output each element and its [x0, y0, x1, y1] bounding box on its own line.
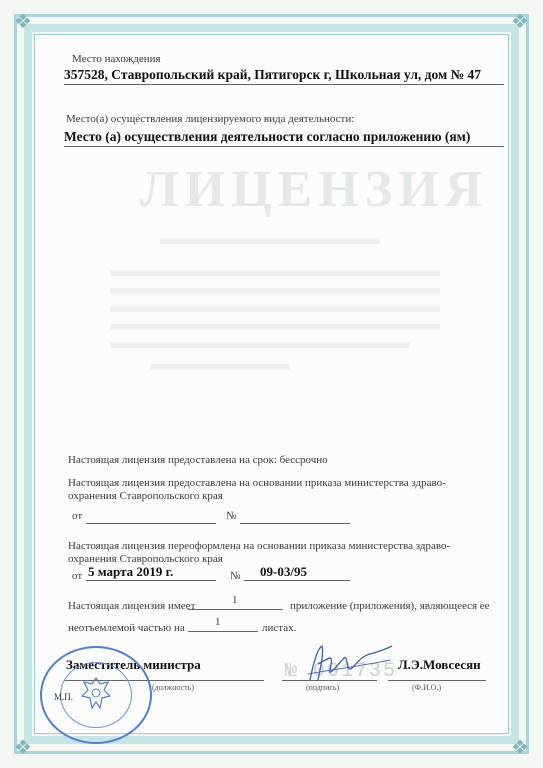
- show-through-line: [160, 238, 380, 244]
- location-header: Место нахождения: [72, 53, 161, 65]
- corner-ornament-icon: ❖: [511, 735, 529, 759]
- show-through-line: [110, 288, 440, 294]
- serial-number-show-through: № 001735: [285, 660, 398, 683]
- address-underline: [64, 84, 504, 85]
- activity-place-value: Место (а) осуществления деятельности согласно приложению (ям): [64, 129, 471, 144]
- sheets-count: 1: [215, 616, 221, 628]
- address-value: 357528, Ставропольский край, Пятигорск г, Школьная ул, дом № 47: [64, 67, 482, 82]
- annex-text-end: приложение (приложения), являющееся ее: [290, 600, 490, 612]
- grant-number-line: [240, 523, 350, 524]
- grant-from-label: от: [72, 510, 83, 522]
- integral-part-text: неотъемлемой частью на: [68, 622, 185, 634]
- signer-name: Л.Э.Мовсесян: [398, 657, 481, 672]
- show-through-line: [110, 270, 440, 276]
- reissue-from-label: от: [72, 570, 83, 582]
- position-title: Заместитель министра: [66, 657, 201, 672]
- sheets-count-line: [188, 631, 258, 632]
- grant-number-label: №: [226, 510, 237, 522]
- activity-place-underline: [64, 146, 504, 147]
- reissue-number-value: 09-03/95: [260, 564, 307, 579]
- reissue-number-line: [244, 580, 350, 581]
- activity-place-label: Место(а) осуществления лицензируемого вида деятельности:: [66, 113, 355, 125]
- reissue-basis-line2: охранения Ставропольского края: [68, 553, 223, 565]
- position-caption: (должность): [152, 683, 194, 692]
- annex-text-start: Настоящая лицензия имеет: [68, 600, 196, 612]
- show-through-line: [110, 342, 410, 348]
- reissue-basis-line1: Настоящая лицензия переоформлена на основании приказа министерства здраво-: [68, 540, 451, 552]
- annex-count: 1: [232, 594, 238, 606]
- reissue-number-label: №: [230, 570, 241, 582]
- name-underline: [388, 680, 486, 681]
- show-through-line: [110, 306, 440, 312]
- reissue-date-value: 5 марта 2019 г.: [88, 564, 174, 579]
- license-term: Настоящая лицензия предоставлена на срок: бессрочно: [68, 454, 328, 466]
- grant-date-line: [86, 523, 216, 524]
- grant-basis-line2: охранения Ставропольского края: [68, 490, 223, 502]
- fio-caption: (Ф.И.О.): [412, 683, 442, 692]
- corner-ornament-icon: ❖: [14, 735, 32, 759]
- show-through-line: [110, 324, 440, 330]
- signature-caption: (подпись): [306, 683, 340, 692]
- coat-of-arms-icon: [76, 674, 116, 714]
- stamp-mark-label: М.П.: [54, 692, 74, 702]
- official-stamp: [40, 646, 152, 744]
- handwritten-signature: [300, 640, 400, 688]
- reissue-date-line: [86, 580, 216, 581]
- show-through-watermark: ЛИЦЕНЗИЯ: [140, 161, 489, 218]
- corner-ornament-icon: ❖: [14, 9, 32, 33]
- show-through-line: [150, 364, 290, 370]
- annex-count-line: [188, 609, 283, 610]
- corner-ornament-icon: ❖: [511, 9, 529, 33]
- grant-basis-line1: Настоящая лицензия предоставлена на основании приказа министерства здраво-: [68, 477, 446, 489]
- sheets-label: листах.: [262, 622, 297, 634]
